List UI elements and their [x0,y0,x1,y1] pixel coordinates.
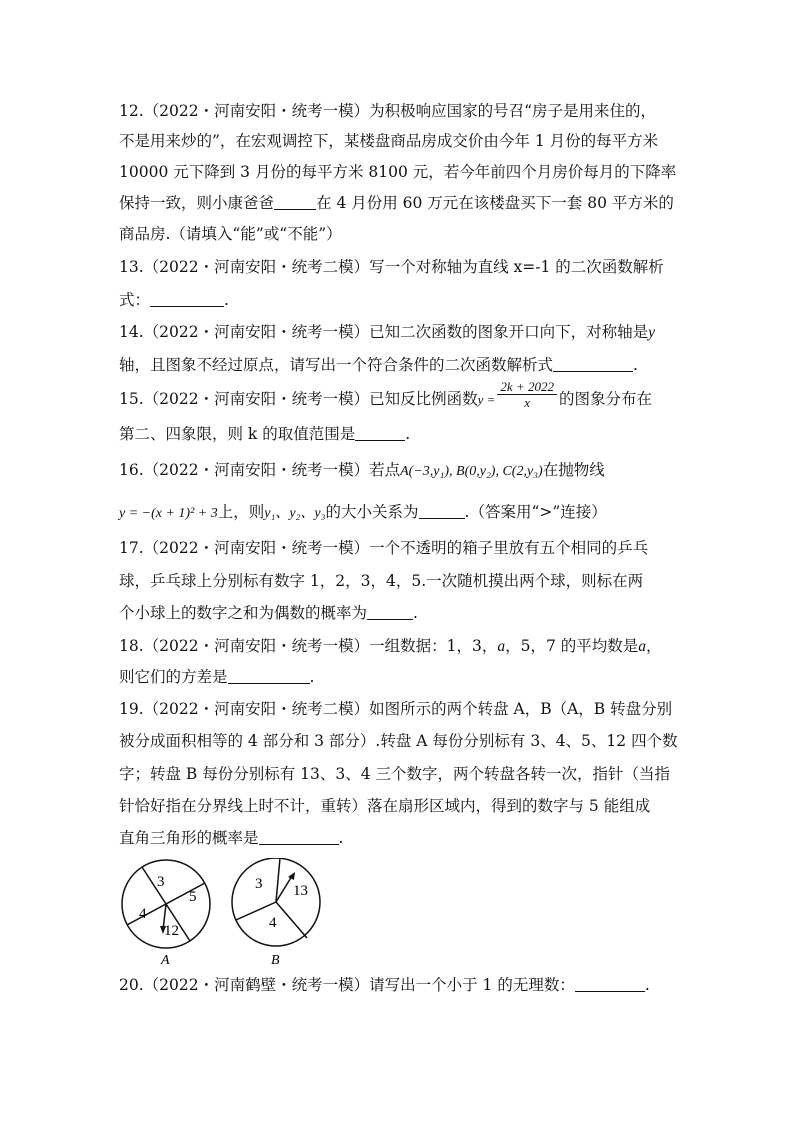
spinner-b-number: 3 [255,876,263,892]
fraction-denominator: x [524,394,531,410]
q19-line-1: 19.（2022・河南安阳・统考二模）如图所示的两个转盘 A，B（A，B 转盘分别 [119,700,673,718]
spinner-a-label: A [161,953,170,968]
answer-blank [274,193,316,210]
q12-line-4 [119,193,674,213]
q13-line-2 [119,290,229,310]
q15-line-2 [119,424,410,444]
q17-period: . [413,604,418,622]
q14-period: . [633,356,638,374]
q20-text-before-blank: 20.（2022・河南鹤壁・统考一模）请写出一个小于 1 的无理数： [119,976,575,994]
q13-period: . [224,291,229,309]
q17-text-before-blank: 个小球上的数字之和为偶数的概率为 [119,604,368,622]
q17-line-2: 球，乒乓球上分别标有数字 1，2，3，4，5.一次随机摸出两个球，则标在两 [119,572,644,590]
answer-blank [228,667,310,684]
q14-text-before-blank: 轴，且图象不经过原点，请写出一个符合条件的二次函数解析式 [119,356,554,374]
q12-line-2: 不是用来炒的”，在宏观调控下，某楼盘商品房成交价由今年 1 月份的每平方米 [119,132,659,150]
q18-line-1 [119,636,662,657]
q20-line-1 [119,975,650,995]
spinner-figure [112,858,342,968]
spinner-a-number: 5 [189,889,197,905]
q16-text-before-points: 16.（2022・河南安阳・统考一模）若点 [119,461,401,479]
q18-var-a: a [497,638,506,655]
q16-text-b: 的大小关系为 [325,503,419,521]
q19-line-5 [119,828,343,848]
arrow-head-icon [288,872,295,880]
spinner-a [122,860,210,968]
spinner-a-number: 4 [139,906,147,922]
q16-text-after-points: 在抛物线 [542,461,605,479]
spinner-b-number: 13 [293,883,308,899]
answer-blank [259,828,339,845]
fraction-numerator: 2k + 2022 [497,379,557,395]
spinner-b-divider [276,902,307,938]
q19-period: . [338,829,344,847]
q15-text-after-fraction: 的图象分布在 [558,390,652,408]
spinner-b-label: B [271,953,280,968]
q18-text-before-blank: 则它们的方差是 [119,668,228,686]
q19-line-3: 字；转盘 B 每份分别标有 13、3、4 三个数字，两个转盘各转一次，指针（当指 [119,765,671,783]
q13-line-1: 13.（2022・河南安阳・统考二模）写一个对称轴为直线 x=-1 的二次函数解析 [119,258,664,276]
q18-text-a: 18.（2022・河南安阳・统考一模）一组数据：1，3， [119,637,498,655]
q13-text-before-blank: 式： [119,291,151,309]
q17-line-1: 17.（2022・河南安阳・统考一模）一个不透明的箱子里放有五个相同的乒乓 [119,539,649,557]
q18-text-c: ， [645,637,662,655]
q19-text-before-blank: 直角三角形的概率是 [119,829,259,847]
answer-blank [575,975,645,992]
q12-text-after-blank: 在 4 月份用 60 万元在该楼盘买下一套 80 平方米的 [316,194,674,212]
q14-line-2 [119,355,638,375]
q15-line-1 [119,378,652,410]
q12-text-before-blank: 保持一致，则小康爸爸 [119,194,275,212]
q14-text: 14.（2022・河南安阳・统考一模）已知二次函数的图象开口向下，对称轴是 [119,323,649,341]
q15-fraction [497,379,557,410]
q16-text-a: 上，则 [217,503,265,521]
q16-text-c: .（答案用“>”连接） [464,503,607,521]
q17-line-3 [119,603,418,623]
q16-vars: y₁、y₂、y₃ [264,506,326,521]
q15-text-before-fraction: 15.（2022・河南安阳・统考一模）已知反比例函数 [119,390,478,408]
answer-blank [150,290,224,307]
q20-period: . [644,976,650,994]
answer-blank [553,355,633,372]
q15-text-before-blank: 第二、四象限，则 k 的取值范围是 [119,425,356,443]
spinner-b-number: 4 [269,915,277,931]
answer-blank [367,603,413,620]
q12-line-3: 10000 元下降到 3 月份的每平方米 8100 元，若今年前四个月房价每月的下降率 [119,163,677,181]
spinner-b [232,858,320,968]
q16-points: A(−3,y₁), B(0,y₂), C(2,y₃) [400,464,543,479]
q19-line-4: 针恰好指在分界线上时不计，重转）落在扇形区域内，得到的数字与 5 能组成 [119,797,651,815]
q14-var-y: y [648,324,655,341]
answer-blank [419,502,465,519]
q16-line-2 [119,502,607,524]
answer-blank [355,424,405,441]
q12-line-1: 12.（2022・河南安阳・统考一模）为积极响应国家的号召“房子是用来住的， [119,102,657,120]
q18-period: . [309,668,315,686]
spinner-a-number: 3 [157,874,165,890]
q14-line-1 [119,322,655,343]
q18-line-2 [119,667,314,687]
q16-line-1 [119,460,605,482]
q18-var-a: a [638,638,646,655]
spinner-a-number: 12 [164,923,179,939]
q15-period: . [405,425,411,443]
q18-text-b: ，5，7 的平均数是 [505,637,639,655]
q19-line-2: 被分成面积相等的 4 部分和 3 部分）.转盘 A 每份分别标有 3、4、5、12 四个数 [119,732,678,750]
q16-parabola: y = −(x + 1)² + 3 [119,506,218,521]
q15-y-equals: y = [477,392,496,407]
q12-line-5: 商品房.（请填入“能”或“不能”） [119,225,342,243]
